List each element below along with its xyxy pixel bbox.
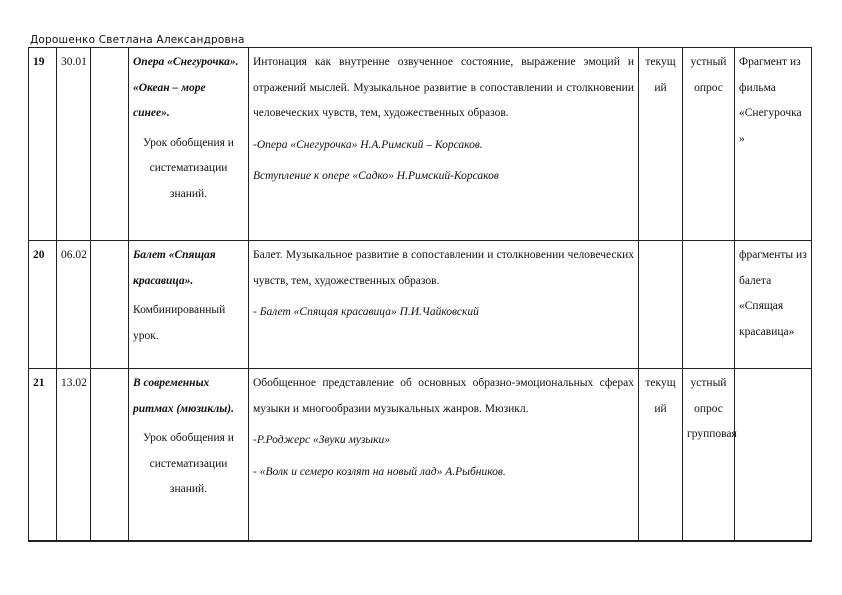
- empty-cell: [91, 369, 129, 541]
- control-type: текущий: [639, 369, 683, 541]
- control-form: [683, 241, 735, 369]
- control-type: [639, 241, 683, 369]
- empty-cell: [91, 48, 129, 241]
- author-name: Дорошенко Светлана Александровна: [30, 34, 245, 46]
- lesson-plan-table: [28, 47, 812, 542]
- content-cell: [249, 369, 639, 541]
- content-text: Балет. Музыкальное развитие в сопоставлении и столкновении человеческих чувств, тем, художественных образов.: [253, 249, 634, 287]
- materials: фрагменты из балета «Спящая красавица»: [735, 241, 812, 369]
- content-cell: [249, 241, 639, 369]
- topic-title: Балет «Спящая красавица».: [133, 249, 216, 287]
- lesson-number: 19: [29, 48, 57, 241]
- lesson-type: Урок обобщения и систематизации знаний.: [143, 136, 234, 200]
- table-row: [29, 369, 812, 541]
- content-example: -Р.Роджерс «Звуки музыки»: [253, 434, 390, 446]
- lesson-number: 20: [29, 241, 57, 369]
- topic-title: Опера «Снегурочка». «Океан – море синее».: [133, 56, 239, 119]
- content-cell: [249, 48, 639, 241]
- topic-title: В современных ритмах (мюзиклы).: [133, 377, 234, 415]
- content-example: - «Волк и семеро козлят на новый лад» А.Рыбников.: [253, 465, 506, 478]
- lesson-number: 21: [29, 369, 57, 541]
- table-row: [29, 48, 812, 241]
- content-example: Вступление к опере «Садко» Н.Римский-Корсаков: [253, 170, 499, 182]
- content-example: - Балет «Спящая красавица» П.И.Чайковский: [253, 306, 479, 318]
- topic-cell: [129, 241, 249, 369]
- control-form: устный опрос групповая: [683, 369, 735, 541]
- lesson-type: Урок обобщения и систематизации знаний.: [143, 432, 234, 495]
- content-example: -Опера «Снегурочка» Н.А.Римский – Корсаков.: [253, 138, 483, 151]
- materials: Фрагмент из фильма «Снегурочка»: [735, 48, 812, 241]
- content-text: Обобщенное представление об основных образно-эмоциональных сферах музыки и многообразии музыкальных жанров. Мюзикл.: [253, 377, 634, 415]
- lesson-type: Комбинированный урок.: [133, 304, 226, 342]
- materials: [735, 369, 812, 541]
- content-text: Интонация как внутренне озвученное состояние, выражение эмоций и отражений мыслей. Музыкальное развитие в сопоставлении и столкновении человеческих чувств, тем, художественных образов.: [253, 56, 634, 119]
- control-type: текущий: [639, 48, 683, 241]
- table-row: [29, 241, 812, 369]
- empty-cell: [91, 241, 129, 369]
- topic-cell: [129, 369, 249, 541]
- lesson-date: 30.01: [57, 48, 91, 241]
- control-form: устный опрос: [683, 48, 735, 241]
- lesson-date: 13.02: [57, 369, 91, 541]
- lesson-date: 06.02: [57, 241, 91, 369]
- topic-cell: [129, 48, 249, 241]
